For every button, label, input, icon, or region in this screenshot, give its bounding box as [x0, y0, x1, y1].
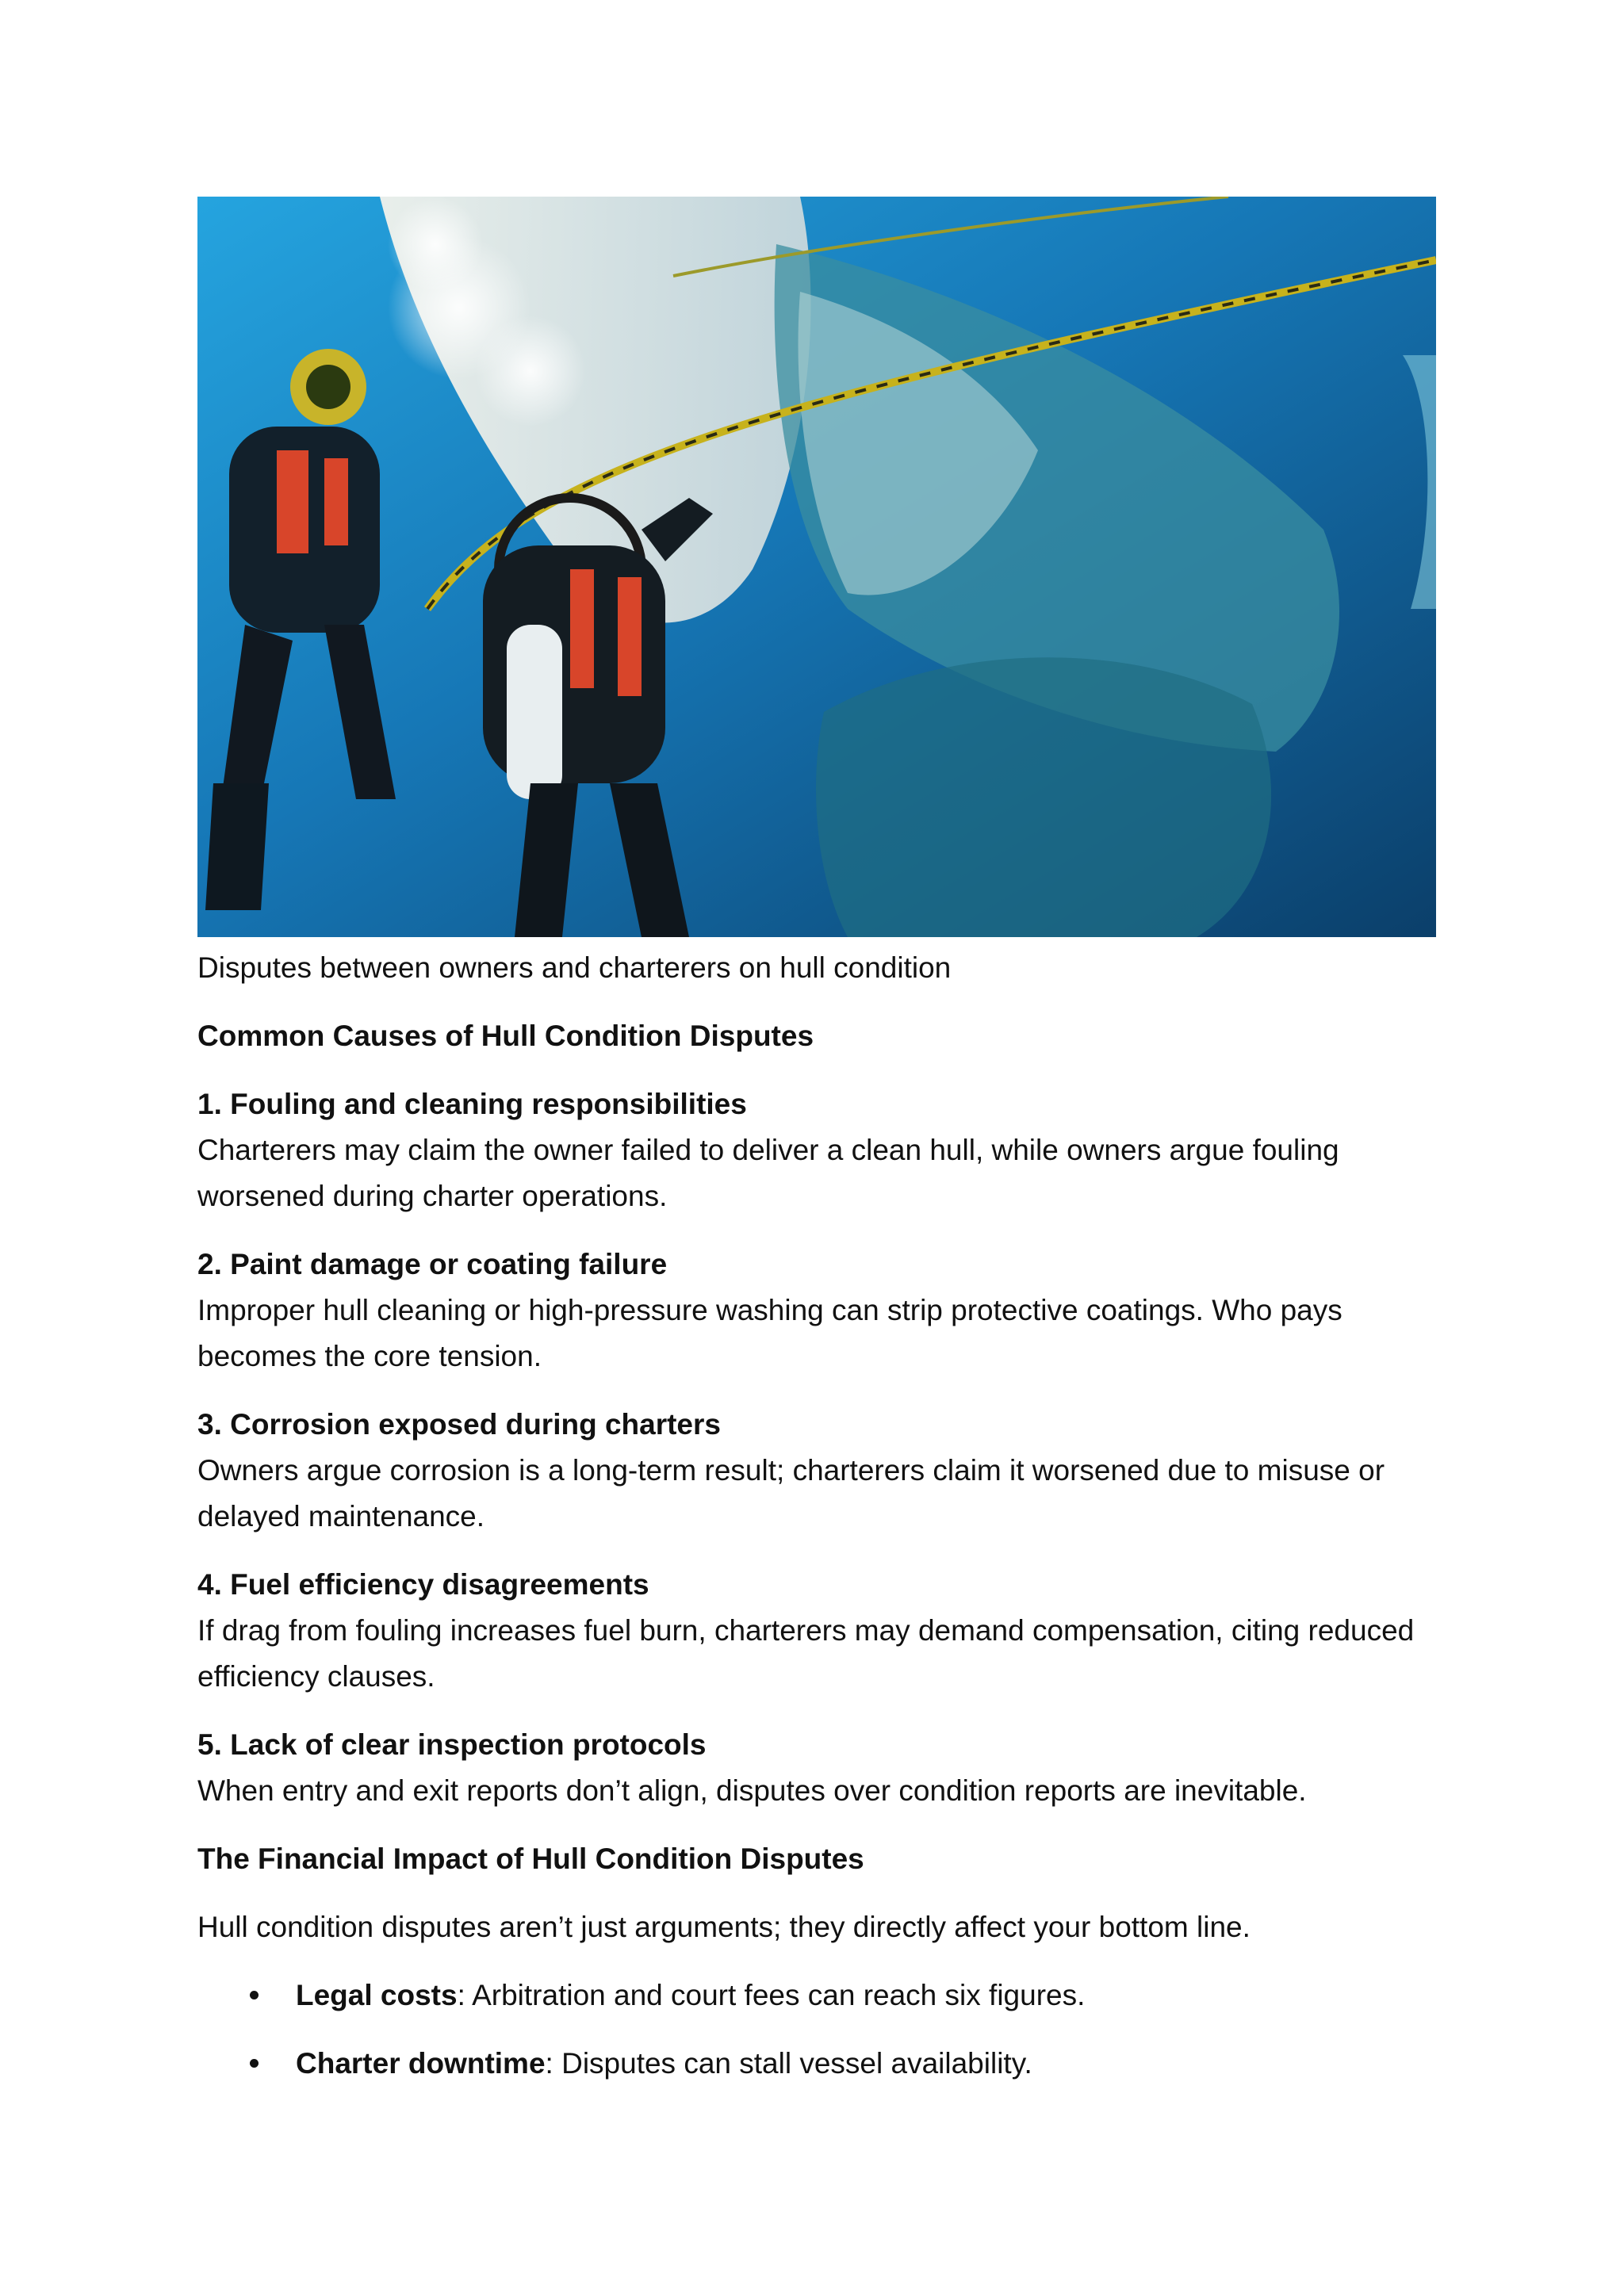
cause-item: [197, 1242, 1436, 1380]
document-page: [197, 197, 1436, 2109]
bullet-icon: [250, 2059, 259, 2068]
bullet-icon: [250, 1991, 259, 1999]
bullet-text: : Disputes can stall vessel availability.: [545, 2047, 1032, 2080]
cause-item: [197, 1402, 1436, 1540]
cause-title: 1. Fouling and cleaning responsibilities: [197, 1088, 747, 1120]
cause-text: Charterers may claim the owner failed to deliver a clean hull, while owners argue fouling worsened during charter operations.: [197, 1134, 1339, 1212]
cause-item: [197, 1722, 1436, 1814]
cause-text: Owners argue corrosion is a long-term result; charterers claim it worsened due to misuse or delayed maintenance.: [197, 1454, 1385, 1533]
cause-text: When entry and exit reports don’t align, disputes over condition reports are inevitable.: [197, 1774, 1307, 1807]
section-heading-financial-impact: The Financial Impact of Hull Condition Disputes: [197, 1843, 864, 1875]
underwater-divers-illustration: [197, 197, 1436, 937]
image-caption: Disputes between owners and charterers on hull condition: [197, 951, 952, 984]
bullet-term: Legal costs: [296, 1979, 458, 2011]
cause-item: [197, 1081, 1436, 1219]
cause-text: Improper hull cleaning or high-pressure washing can strip protective coatings. Who pays becomes the core tension.: [197, 1294, 1342, 1372]
cause-title: 4. Fuel efficiency disagreements: [197, 1568, 649, 1601]
cause-item: [197, 1562, 1436, 1700]
list-item: [197, 2041, 1436, 2087]
section-heading-common-causes: Common Causes of Hull Condition Disputes: [197, 1020, 814, 1052]
cause-text: If drag from fouling increases fuel burn, charterers may demand compensation, citing reduced efficiency clauses.: [197, 1614, 1415, 1693]
bullet-term: Charter downtime: [296, 2047, 546, 2080]
intro-paragraph: Hull condition disputes aren’t just arguments; they directly affect your bottom line.: [197, 1911, 1251, 1943]
cause-title: 3. Corrosion exposed during charters: [197, 1408, 721, 1441]
bullet-text: : Arbitration and court fees can reach six figures.: [457, 1979, 1086, 2011]
impact-bullet-list: [197, 1973, 1436, 2087]
cause-title: 2. Paint damage or coating failure: [197, 1248, 668, 1280]
underwater-divers-photo: [197, 197, 1436, 937]
list-item: [197, 1973, 1436, 2019]
cause-title: 5. Lack of clear inspection protocols: [197, 1728, 707, 1761]
